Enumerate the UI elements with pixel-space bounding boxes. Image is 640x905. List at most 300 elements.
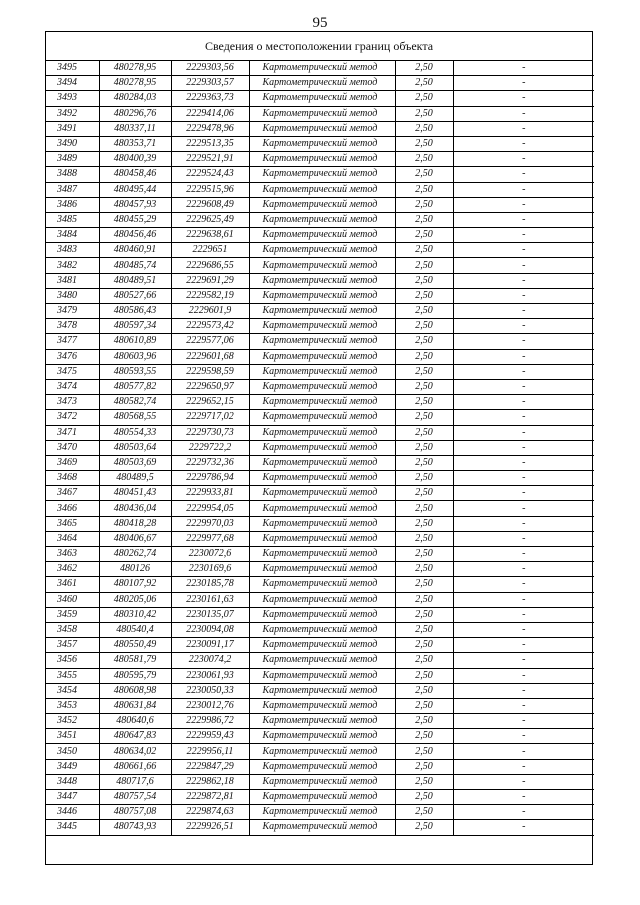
method-cell: Картометрический метод bbox=[249, 395, 395, 410]
method-cell: Картометрический метод bbox=[249, 425, 395, 440]
table-row bbox=[46, 379, 594, 394]
accuracy-cell: 2,50 bbox=[395, 638, 453, 653]
accuracy-cell: 2,50 bbox=[395, 531, 453, 546]
accuracy-cell: 2,50 bbox=[395, 471, 453, 486]
point-number-cell: 3473 bbox=[46, 395, 99, 410]
y-coordinate-cell: 2229717,02 bbox=[171, 410, 249, 425]
accuracy-cell: 2,50 bbox=[395, 243, 453, 258]
method-cell: Картометрический метод bbox=[249, 653, 395, 668]
table-row bbox=[46, 790, 594, 805]
table-row bbox=[46, 288, 594, 303]
table-row bbox=[46, 516, 594, 531]
accuracy-cell: 2,50 bbox=[395, 501, 453, 516]
x-coordinate-cell: 480458,46 bbox=[99, 167, 171, 182]
description-cell: - bbox=[453, 106, 594, 121]
table-row bbox=[46, 653, 594, 668]
point-number-cell: 3445 bbox=[46, 820, 99, 835]
y-coordinate-cell: 2229414,06 bbox=[171, 106, 249, 121]
description-cell: - bbox=[453, 471, 594, 486]
description-cell: - bbox=[453, 197, 594, 212]
point-number-cell: 3464 bbox=[46, 531, 99, 546]
method-cell: Картометрический метод bbox=[249, 471, 395, 486]
table-row bbox=[46, 319, 594, 334]
table-row bbox=[46, 61, 594, 76]
y-coordinate-cell: 2230072,6 bbox=[171, 547, 249, 562]
table-row bbox=[46, 562, 594, 577]
description-cell: - bbox=[453, 258, 594, 273]
y-coordinate-cell: 2229730,73 bbox=[171, 425, 249, 440]
method-cell: Картометрический метод bbox=[249, 106, 395, 121]
method-cell: Картометрический метод bbox=[249, 273, 395, 288]
page-number: 95 bbox=[312, 15, 328, 31]
method-cell: Картометрический метод bbox=[249, 683, 395, 698]
accuracy-cell: 2,50 bbox=[395, 622, 453, 637]
point-number-cell: 3458 bbox=[46, 622, 99, 637]
point-number-cell: 3490 bbox=[46, 136, 99, 151]
table-row bbox=[46, 425, 594, 440]
description-cell: - bbox=[453, 577, 594, 592]
x-coordinate-cell: 480757,08 bbox=[99, 805, 171, 820]
accuracy-cell: 2,50 bbox=[395, 91, 453, 106]
x-coordinate-cell: 480296,76 bbox=[99, 106, 171, 121]
y-coordinate-cell: 2229601,68 bbox=[171, 349, 249, 364]
method-cell: Картометрический метод bbox=[249, 698, 395, 713]
x-coordinate-cell: 480284,03 bbox=[99, 91, 171, 106]
method-cell: Картометрический метод bbox=[249, 486, 395, 501]
accuracy-cell: 2,50 bbox=[395, 197, 453, 212]
method-cell: Картометрический метод bbox=[249, 258, 395, 273]
x-coordinate-cell: 480610,89 bbox=[99, 334, 171, 349]
x-coordinate-cell: 480406,67 bbox=[99, 531, 171, 546]
description-cell: - bbox=[453, 76, 594, 91]
description-cell: - bbox=[453, 152, 594, 167]
point-number-cell: 3467 bbox=[46, 486, 99, 501]
y-coordinate-cell: 2229686,55 bbox=[171, 258, 249, 273]
y-coordinate-cell: 2229959,43 bbox=[171, 729, 249, 744]
x-coordinate-cell: 480593,55 bbox=[99, 364, 171, 379]
y-coordinate-cell: 2229598,59 bbox=[171, 364, 249, 379]
table-row bbox=[46, 273, 594, 288]
table-row bbox=[46, 698, 594, 713]
description-cell: - bbox=[453, 425, 594, 440]
accuracy-cell: 2,50 bbox=[395, 258, 453, 273]
accuracy-cell: 2,50 bbox=[395, 440, 453, 455]
table-row bbox=[46, 334, 594, 349]
boundary-points-table bbox=[46, 61, 594, 836]
description-cell: - bbox=[453, 668, 594, 683]
point-number-cell: 3448 bbox=[46, 774, 99, 789]
description-cell: - bbox=[453, 455, 594, 470]
table-row bbox=[46, 364, 594, 379]
description-cell: - bbox=[453, 121, 594, 136]
description-cell: - bbox=[453, 304, 594, 319]
description-cell: - bbox=[453, 167, 594, 182]
point-number-cell: 3454 bbox=[46, 683, 99, 698]
accuracy-cell: 2,50 bbox=[395, 425, 453, 440]
x-coordinate-cell: 480337,11 bbox=[99, 121, 171, 136]
description-cell: - bbox=[453, 820, 594, 835]
table-row bbox=[46, 167, 594, 182]
point-number-cell: 3468 bbox=[46, 471, 99, 486]
y-coordinate-cell: 2229582,19 bbox=[171, 288, 249, 303]
y-coordinate-cell: 2229970,03 bbox=[171, 516, 249, 531]
y-coordinate-cell: 2229691,29 bbox=[171, 273, 249, 288]
point-number-cell: 3460 bbox=[46, 592, 99, 607]
table-row bbox=[46, 76, 594, 91]
point-number-cell: 3466 bbox=[46, 501, 99, 516]
table-row bbox=[46, 212, 594, 227]
y-coordinate-cell: 2229956,11 bbox=[171, 744, 249, 759]
accuracy-cell: 2,50 bbox=[395, 410, 453, 425]
y-coordinate-cell: 2230135,07 bbox=[171, 607, 249, 622]
accuracy-cell: 2,50 bbox=[395, 349, 453, 364]
method-cell: Картометрический метод bbox=[249, 592, 395, 607]
method-cell: Картометрический метод bbox=[249, 714, 395, 729]
table-row bbox=[46, 228, 594, 243]
description-cell: - bbox=[453, 729, 594, 744]
method-cell: Картометрический метод bbox=[249, 364, 395, 379]
method-cell: Картометрический метод bbox=[249, 212, 395, 227]
method-cell: Картометрический метод bbox=[249, 61, 395, 76]
accuracy-cell: 2,50 bbox=[395, 167, 453, 182]
method-cell: Картометрический метод bbox=[249, 319, 395, 334]
y-coordinate-cell: 2230050,33 bbox=[171, 683, 249, 698]
point-number-cell: 3484 bbox=[46, 228, 99, 243]
method-cell: Картометрический метод bbox=[249, 501, 395, 516]
method-cell: Картометрический метод bbox=[249, 759, 395, 774]
point-number-cell: 3477 bbox=[46, 334, 99, 349]
accuracy-cell: 2,50 bbox=[395, 319, 453, 334]
y-coordinate-cell: 2230012,76 bbox=[171, 698, 249, 713]
y-coordinate-cell: 2229521,91 bbox=[171, 152, 249, 167]
accuracy-cell: 2,50 bbox=[395, 228, 453, 243]
method-cell: Картометрический метод bbox=[249, 744, 395, 759]
y-coordinate-cell: 2229625,49 bbox=[171, 212, 249, 227]
point-number-cell: 3463 bbox=[46, 547, 99, 562]
description-cell: - bbox=[453, 531, 594, 546]
table-row bbox=[46, 622, 594, 637]
method-cell: Картометрический метод bbox=[249, 547, 395, 562]
y-coordinate-cell: 2229652,15 bbox=[171, 395, 249, 410]
x-coordinate-cell: 480582,74 bbox=[99, 395, 171, 410]
accuracy-cell: 2,50 bbox=[395, 790, 453, 805]
method-cell: Картометрический метод bbox=[249, 167, 395, 182]
point-number-cell: 3485 bbox=[46, 212, 99, 227]
accuracy-cell: 2,50 bbox=[395, 76, 453, 91]
description-cell: - bbox=[453, 273, 594, 288]
table-row bbox=[46, 106, 594, 121]
table-body bbox=[46, 61, 594, 835]
point-number-cell: 3483 bbox=[46, 243, 99, 258]
y-coordinate-cell: 2229573,42 bbox=[171, 319, 249, 334]
point-number-cell: 3465 bbox=[46, 516, 99, 531]
y-coordinate-cell: 2229303,57 bbox=[171, 76, 249, 91]
y-coordinate-cell: 2230161,63 bbox=[171, 592, 249, 607]
y-coordinate-cell: 2229303,56 bbox=[171, 61, 249, 76]
x-coordinate-cell: 480581,79 bbox=[99, 653, 171, 668]
x-coordinate-cell: 480577,82 bbox=[99, 379, 171, 394]
accuracy-cell: 2,50 bbox=[395, 653, 453, 668]
point-number-cell: 3457 bbox=[46, 638, 99, 653]
table-row bbox=[46, 607, 594, 622]
description-cell: - bbox=[453, 744, 594, 759]
x-coordinate-cell: 480595,79 bbox=[99, 668, 171, 683]
method-cell: Картометрический метод bbox=[249, 91, 395, 106]
point-number-cell: 3471 bbox=[46, 425, 99, 440]
table-row bbox=[46, 440, 594, 455]
point-number-cell: 3446 bbox=[46, 805, 99, 820]
accuracy-cell: 2,50 bbox=[395, 516, 453, 531]
table-row bbox=[46, 395, 594, 410]
x-coordinate-cell: 480647,83 bbox=[99, 729, 171, 744]
y-coordinate-cell: 2229577,06 bbox=[171, 334, 249, 349]
table-row bbox=[46, 668, 594, 683]
y-coordinate-cell: 2229608,49 bbox=[171, 197, 249, 212]
method-cell: Картометрический метод bbox=[249, 197, 395, 212]
description-cell: - bbox=[453, 349, 594, 364]
table-row bbox=[46, 304, 594, 319]
point-number-cell: 3480 bbox=[46, 288, 99, 303]
x-coordinate-cell: 480436,04 bbox=[99, 501, 171, 516]
y-coordinate-cell: 2230061,93 bbox=[171, 668, 249, 683]
method-cell: Картометрический метод bbox=[249, 228, 395, 243]
y-coordinate-cell: 2229513,35 bbox=[171, 136, 249, 151]
accuracy-cell: 2,50 bbox=[395, 395, 453, 410]
method-cell: Картометрический метод bbox=[249, 622, 395, 637]
description-cell: - bbox=[453, 440, 594, 455]
description-cell: - bbox=[453, 243, 594, 258]
point-number-cell: 3489 bbox=[46, 152, 99, 167]
description-cell: - bbox=[453, 683, 594, 698]
point-number-cell: 3453 bbox=[46, 698, 99, 713]
accuracy-cell: 2,50 bbox=[395, 805, 453, 820]
table-row bbox=[46, 820, 594, 835]
y-coordinate-cell: 2229926,51 bbox=[171, 820, 249, 835]
accuracy-cell: 2,50 bbox=[395, 698, 453, 713]
y-coordinate-cell: 2229862,18 bbox=[171, 774, 249, 789]
x-coordinate-cell: 480603,96 bbox=[99, 349, 171, 364]
x-coordinate-cell: 480503,64 bbox=[99, 440, 171, 455]
method-cell: Картометрический метод bbox=[249, 774, 395, 789]
description-cell: - bbox=[453, 592, 594, 607]
description-cell: - bbox=[453, 212, 594, 227]
point-number-cell: 3479 bbox=[46, 304, 99, 319]
method-cell: Картометрический метод bbox=[249, 638, 395, 653]
x-coordinate-cell: 480451,43 bbox=[99, 486, 171, 501]
description-cell: - bbox=[453, 759, 594, 774]
table-row bbox=[46, 471, 594, 486]
x-coordinate-cell: 480568,55 bbox=[99, 410, 171, 425]
x-coordinate-cell: 480418,28 bbox=[99, 516, 171, 531]
x-coordinate-cell: 480540,4 bbox=[99, 622, 171, 637]
y-coordinate-cell: 2229651 bbox=[171, 243, 249, 258]
accuracy-cell: 2,50 bbox=[395, 273, 453, 288]
table-row bbox=[46, 531, 594, 546]
table-row bbox=[46, 714, 594, 729]
table-row bbox=[46, 759, 594, 774]
x-coordinate-cell: 480460,91 bbox=[99, 243, 171, 258]
description-cell: - bbox=[453, 182, 594, 197]
point-number-cell: 3456 bbox=[46, 653, 99, 668]
accuracy-cell: 2,50 bbox=[395, 379, 453, 394]
description-cell: - bbox=[453, 501, 594, 516]
description-cell: - bbox=[453, 698, 594, 713]
table-row bbox=[46, 486, 594, 501]
table-row bbox=[46, 152, 594, 167]
table-row bbox=[46, 683, 594, 698]
method-cell: Картометрический метод bbox=[249, 410, 395, 425]
x-coordinate-cell: 480489,51 bbox=[99, 273, 171, 288]
x-coordinate-cell: 480550,49 bbox=[99, 638, 171, 653]
x-coordinate-cell: 480554,33 bbox=[99, 425, 171, 440]
accuracy-cell: 2,50 bbox=[395, 820, 453, 835]
method-cell: Картометрический метод bbox=[249, 349, 395, 364]
accuracy-cell: 2,50 bbox=[395, 774, 453, 789]
table-title: Сведения о местоположении границ объекта bbox=[46, 32, 592, 61]
y-coordinate-cell: 2229515,96 bbox=[171, 182, 249, 197]
y-coordinate-cell: 2229638,61 bbox=[171, 228, 249, 243]
table-row bbox=[46, 121, 594, 136]
point-number-cell: 3449 bbox=[46, 759, 99, 774]
method-cell: Картометрический метод bbox=[249, 136, 395, 151]
point-number-cell: 3459 bbox=[46, 607, 99, 622]
accuracy-cell: 2,50 bbox=[395, 486, 453, 501]
method-cell: Картометрический метод bbox=[249, 121, 395, 136]
description-cell: - bbox=[453, 364, 594, 379]
point-number-cell: 3492 bbox=[46, 106, 99, 121]
x-coordinate-cell: 480597,34 bbox=[99, 319, 171, 334]
x-coordinate-cell: 480661,66 bbox=[99, 759, 171, 774]
point-number-cell: 3470 bbox=[46, 440, 99, 455]
point-number-cell: 3472 bbox=[46, 410, 99, 425]
table-row bbox=[46, 182, 594, 197]
point-number-cell: 3482 bbox=[46, 258, 99, 273]
accuracy-cell: 2,50 bbox=[395, 759, 453, 774]
accuracy-cell: 2,50 bbox=[395, 455, 453, 470]
y-coordinate-cell: 2230185,78 bbox=[171, 577, 249, 592]
table-row bbox=[46, 197, 594, 212]
description-cell: - bbox=[453, 486, 594, 501]
point-number-cell: 3461 bbox=[46, 577, 99, 592]
y-coordinate-cell: 2229722,2 bbox=[171, 440, 249, 455]
point-number-cell: 3478 bbox=[46, 319, 99, 334]
x-coordinate-cell: 480400,39 bbox=[99, 152, 171, 167]
x-coordinate-cell: 480126 bbox=[99, 562, 171, 577]
accuracy-cell: 2,50 bbox=[395, 182, 453, 197]
method-cell: Картометрический метод bbox=[249, 182, 395, 197]
point-number-cell: 3495 bbox=[46, 61, 99, 76]
description-cell: - bbox=[453, 228, 594, 243]
y-coordinate-cell: 2229977,68 bbox=[171, 531, 249, 546]
x-coordinate-cell: 480634,02 bbox=[99, 744, 171, 759]
table-row bbox=[46, 744, 594, 759]
point-number-cell: 3491 bbox=[46, 121, 99, 136]
description-cell: - bbox=[453, 334, 594, 349]
description-cell: - bbox=[453, 319, 594, 334]
accuracy-cell: 2,50 bbox=[395, 121, 453, 136]
description-cell: - bbox=[453, 805, 594, 820]
x-coordinate-cell: 480489,5 bbox=[99, 471, 171, 486]
x-coordinate-cell: 480495,44 bbox=[99, 182, 171, 197]
method-cell: Картометрический метод bbox=[249, 820, 395, 835]
point-number-cell: 3447 bbox=[46, 790, 99, 805]
method-cell: Картометрический метод bbox=[249, 790, 395, 805]
method-cell: Картометрический метод bbox=[249, 531, 395, 546]
table-row bbox=[46, 592, 594, 607]
point-number-cell: 3494 bbox=[46, 76, 99, 91]
description-cell: - bbox=[453, 91, 594, 106]
accuracy-cell: 2,50 bbox=[395, 683, 453, 698]
x-coordinate-cell: 480485,74 bbox=[99, 258, 171, 273]
description-cell: - bbox=[453, 562, 594, 577]
method-cell: Картометрический метод bbox=[249, 729, 395, 744]
table-row bbox=[46, 547, 594, 562]
y-coordinate-cell: 2229650,97 bbox=[171, 379, 249, 394]
x-coordinate-cell: 480278,95 bbox=[99, 76, 171, 91]
y-coordinate-cell: 2229933,81 bbox=[171, 486, 249, 501]
y-coordinate-cell: 2229478,96 bbox=[171, 121, 249, 136]
y-coordinate-cell: 2229363,73 bbox=[171, 91, 249, 106]
accuracy-cell: 2,50 bbox=[395, 364, 453, 379]
method-cell: Картометрический метод bbox=[249, 562, 395, 577]
y-coordinate-cell: 2230094,08 bbox=[171, 622, 249, 637]
x-coordinate-cell: 480107,92 bbox=[99, 577, 171, 592]
x-coordinate-cell: 480757,54 bbox=[99, 790, 171, 805]
method-cell: Картометрический метод bbox=[249, 577, 395, 592]
x-coordinate-cell: 480205,06 bbox=[99, 592, 171, 607]
description-cell: - bbox=[453, 410, 594, 425]
accuracy-cell: 2,50 bbox=[395, 136, 453, 151]
method-cell: Картометрический метод bbox=[249, 152, 395, 167]
accuracy-cell: 2,50 bbox=[395, 61, 453, 76]
table-row bbox=[46, 774, 594, 789]
accuracy-cell: 2,50 bbox=[395, 729, 453, 744]
method-cell: Картометрический метод bbox=[249, 455, 395, 470]
y-coordinate-cell: 2229732,36 bbox=[171, 455, 249, 470]
description-cell: - bbox=[453, 653, 594, 668]
table-row bbox=[46, 805, 594, 820]
boundary-table-frame bbox=[45, 31, 593, 865]
point-number-cell: 3462 bbox=[46, 562, 99, 577]
point-number-cell: 3474 bbox=[46, 379, 99, 394]
point-number-cell: 3493 bbox=[46, 91, 99, 106]
y-coordinate-cell: 2229986,72 bbox=[171, 714, 249, 729]
accuracy-cell: 2,50 bbox=[395, 714, 453, 729]
x-coordinate-cell: 480717,6 bbox=[99, 774, 171, 789]
method-cell: Картометрический метод bbox=[249, 76, 395, 91]
y-coordinate-cell: 2229874,63 bbox=[171, 805, 249, 820]
x-coordinate-cell: 480455,29 bbox=[99, 212, 171, 227]
accuracy-cell: 2,50 bbox=[395, 334, 453, 349]
y-coordinate-cell: 2230169,6 bbox=[171, 562, 249, 577]
table-row bbox=[46, 577, 594, 592]
y-coordinate-cell: 2229872,81 bbox=[171, 790, 249, 805]
table-row bbox=[46, 91, 594, 106]
accuracy-cell: 2,50 bbox=[395, 152, 453, 167]
description-cell: - bbox=[453, 516, 594, 531]
accuracy-cell: 2,50 bbox=[395, 288, 453, 303]
x-coordinate-cell: 480640,6 bbox=[99, 714, 171, 729]
accuracy-cell: 2,50 bbox=[395, 304, 453, 319]
x-coordinate-cell: 480310,42 bbox=[99, 607, 171, 622]
table-row bbox=[46, 136, 594, 151]
x-coordinate-cell: 480353,71 bbox=[99, 136, 171, 151]
method-cell: Картометрический метод bbox=[249, 304, 395, 319]
method-cell: Картометрический метод bbox=[249, 805, 395, 820]
method-cell: Картометрический метод bbox=[249, 334, 395, 349]
method-cell: Картометрический метод bbox=[249, 288, 395, 303]
point-number-cell: 3451 bbox=[46, 729, 99, 744]
